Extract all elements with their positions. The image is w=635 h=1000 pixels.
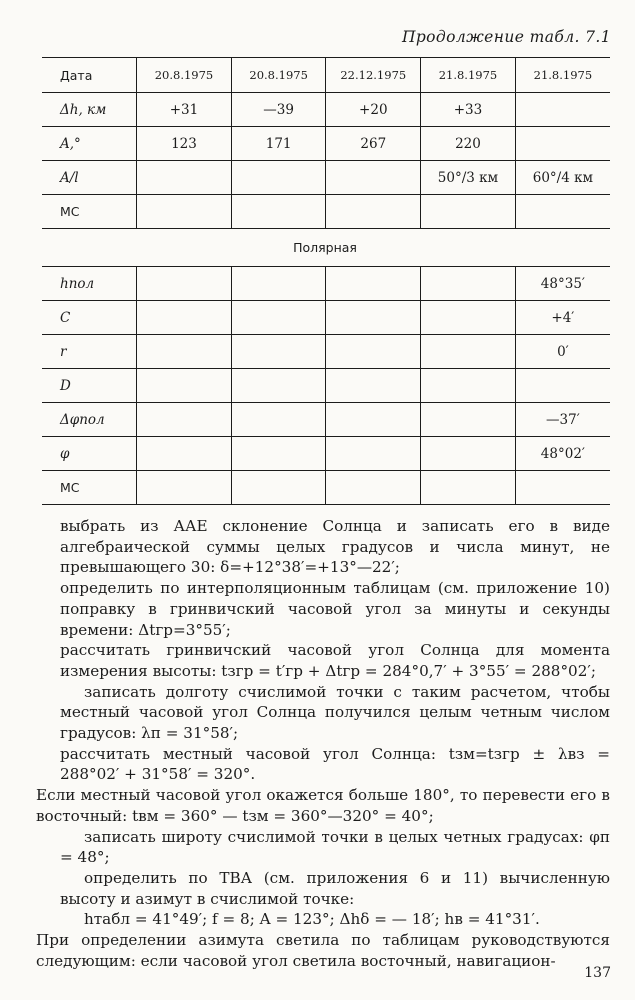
table-cell xyxy=(137,437,232,471)
data-table xyxy=(42,57,610,505)
table-cell xyxy=(231,471,326,505)
paragraph: Если местный часовой угол окажется больше 180°, то перевести его в восточный: tвм = 360° — tзм = 360°—320° = 40°; xyxy=(36,786,610,825)
table-cell xyxy=(515,195,610,229)
table-cell xyxy=(421,335,516,369)
paragraph: записать долготу счислимой точки с таким расчетом, чтобы местный часовой угол Солнца получился целым четным числом градусов: λп = 31°58′; xyxy=(60,682,610,743)
table-row xyxy=(42,267,610,301)
formula-line: hтабл = 41°49′; f = 8; A = 123°; Δhδ = — 18′; hв = 41°31′. xyxy=(84,910,540,929)
table-cell: +20 xyxy=(326,93,421,127)
table-cell: +31 xyxy=(137,93,232,127)
table-cell xyxy=(326,471,421,505)
header-cell: 22.12.1975 xyxy=(326,58,421,93)
table-cell xyxy=(421,403,516,437)
table-cell xyxy=(231,335,326,369)
table-row xyxy=(42,335,610,369)
row-label: A,° xyxy=(42,127,137,161)
table-cell xyxy=(421,369,516,403)
paragraph: записать широту счислимой точки в целых четных градусах: φп = 48°; xyxy=(60,827,610,867)
table-cell: 50°/3 км xyxy=(421,161,516,195)
row-label: hпол xyxy=(42,267,137,301)
table-cell: 220 xyxy=(421,127,516,161)
table-row xyxy=(42,195,610,229)
table-cell xyxy=(515,369,610,403)
paragraph: определить по ТВА (см. приложения 6 и 11) вычисленную высоту и азимут в счислимой точке: xyxy=(60,868,610,908)
table-cell: 123 xyxy=(137,127,232,161)
table-row xyxy=(42,369,610,403)
row-label: Δφпол xyxy=(42,403,137,437)
table-cell: +33 xyxy=(421,93,516,127)
paragraph: рассчитать местный часовой угол Солнца: tзм=tзгр ± λвз = 288°02′ + 31°58′ = 320°. xyxy=(60,744,610,784)
table-cell xyxy=(421,437,516,471)
paragraph: определить по интерполяционным таблицам (см. приложение 10) поправку в гринвичский часовой угол за минуты и секунды времени: Δtгр=3°55′; xyxy=(60,579,610,639)
table-cell xyxy=(326,437,421,471)
row-label: C xyxy=(42,301,137,335)
table-cell xyxy=(421,301,516,335)
table-cell: 60°/4 км xyxy=(515,161,610,195)
table-header-row xyxy=(42,58,610,93)
table-cell xyxy=(326,335,421,369)
table-row xyxy=(42,403,610,437)
table-cell: +4′ xyxy=(515,301,610,335)
table-cell xyxy=(137,335,232,369)
header-cell: 20.8.1975 xyxy=(231,58,326,93)
table-cell: 0′ xyxy=(515,335,610,369)
table-caption: Продолжение табл. 7.1 xyxy=(401,28,611,46)
header-cell: 20.8.1975 xyxy=(137,58,232,93)
table-row xyxy=(42,161,610,195)
table-cell: 48°02′ xyxy=(515,437,610,471)
table-cell xyxy=(137,369,232,403)
table-row xyxy=(42,471,610,505)
table-cell xyxy=(326,301,421,335)
table-cell xyxy=(326,161,421,195)
table-cell xyxy=(231,369,326,403)
header-cell: 21.8.1975 xyxy=(515,58,610,93)
table-cell xyxy=(137,301,232,335)
header-cell: Дата xyxy=(42,58,137,93)
section-row xyxy=(42,229,610,267)
table-cell xyxy=(137,267,232,301)
header-cell: 21.8.1975 xyxy=(421,58,516,93)
table-cell xyxy=(231,161,326,195)
table-row xyxy=(42,93,610,127)
table-cell xyxy=(515,93,610,127)
paragraph: выбрать из ААЕ склонение Солнца и записать его в виде алгебраической суммы целых градусов и числа минут, не превышающего 30: δ=+12°38′=+13°—22′; xyxy=(60,517,610,577)
table-cell xyxy=(515,127,610,161)
section-label: Полярная xyxy=(42,229,610,267)
table-row xyxy=(42,127,610,161)
table-cell xyxy=(137,195,232,229)
row-label: A/l xyxy=(42,161,137,195)
table-cell: 48°35′ xyxy=(515,267,610,301)
table-cell xyxy=(515,471,610,505)
table-cell: —39 xyxy=(231,93,326,127)
table-cell xyxy=(137,471,232,505)
table-row xyxy=(42,437,610,471)
table-cell xyxy=(326,267,421,301)
page-number: 137 xyxy=(584,965,611,981)
paragraph: рассчитать гринвичский часовой угол Солнца для момента измерения высоты: tзгр = t′гр + Δtгр = 284°0,7′ + 3°55′ = 288°02′; xyxy=(60,641,610,680)
row-label: D xyxy=(42,369,137,403)
row-label: r xyxy=(42,335,137,369)
row-label: МС xyxy=(42,471,137,505)
table-cell xyxy=(326,195,421,229)
body-text xyxy=(36,516,610,971)
table-cell xyxy=(231,437,326,471)
table-cell xyxy=(421,471,516,505)
table-cell xyxy=(421,195,516,229)
table-cell: 267 xyxy=(326,127,421,161)
table-cell xyxy=(231,267,326,301)
table-cell xyxy=(231,195,326,229)
row-label: Δh, км xyxy=(42,93,137,127)
table-cell xyxy=(137,403,232,437)
row-label: φ xyxy=(42,437,137,471)
table-cell xyxy=(231,403,326,437)
table-row xyxy=(42,301,610,335)
table-cell: —37′ xyxy=(515,403,610,437)
row-label: МС xyxy=(42,195,137,229)
table-cell xyxy=(326,369,421,403)
table-cell: 171 xyxy=(231,127,326,161)
paragraph: При определении азимута светила по таблицам руководствуются следующим: если часовой угол светила восточный, навигацион- xyxy=(36,931,610,970)
table-cell xyxy=(421,267,516,301)
table-cell xyxy=(326,403,421,437)
table-cell xyxy=(137,161,232,195)
table-cell xyxy=(231,301,326,335)
